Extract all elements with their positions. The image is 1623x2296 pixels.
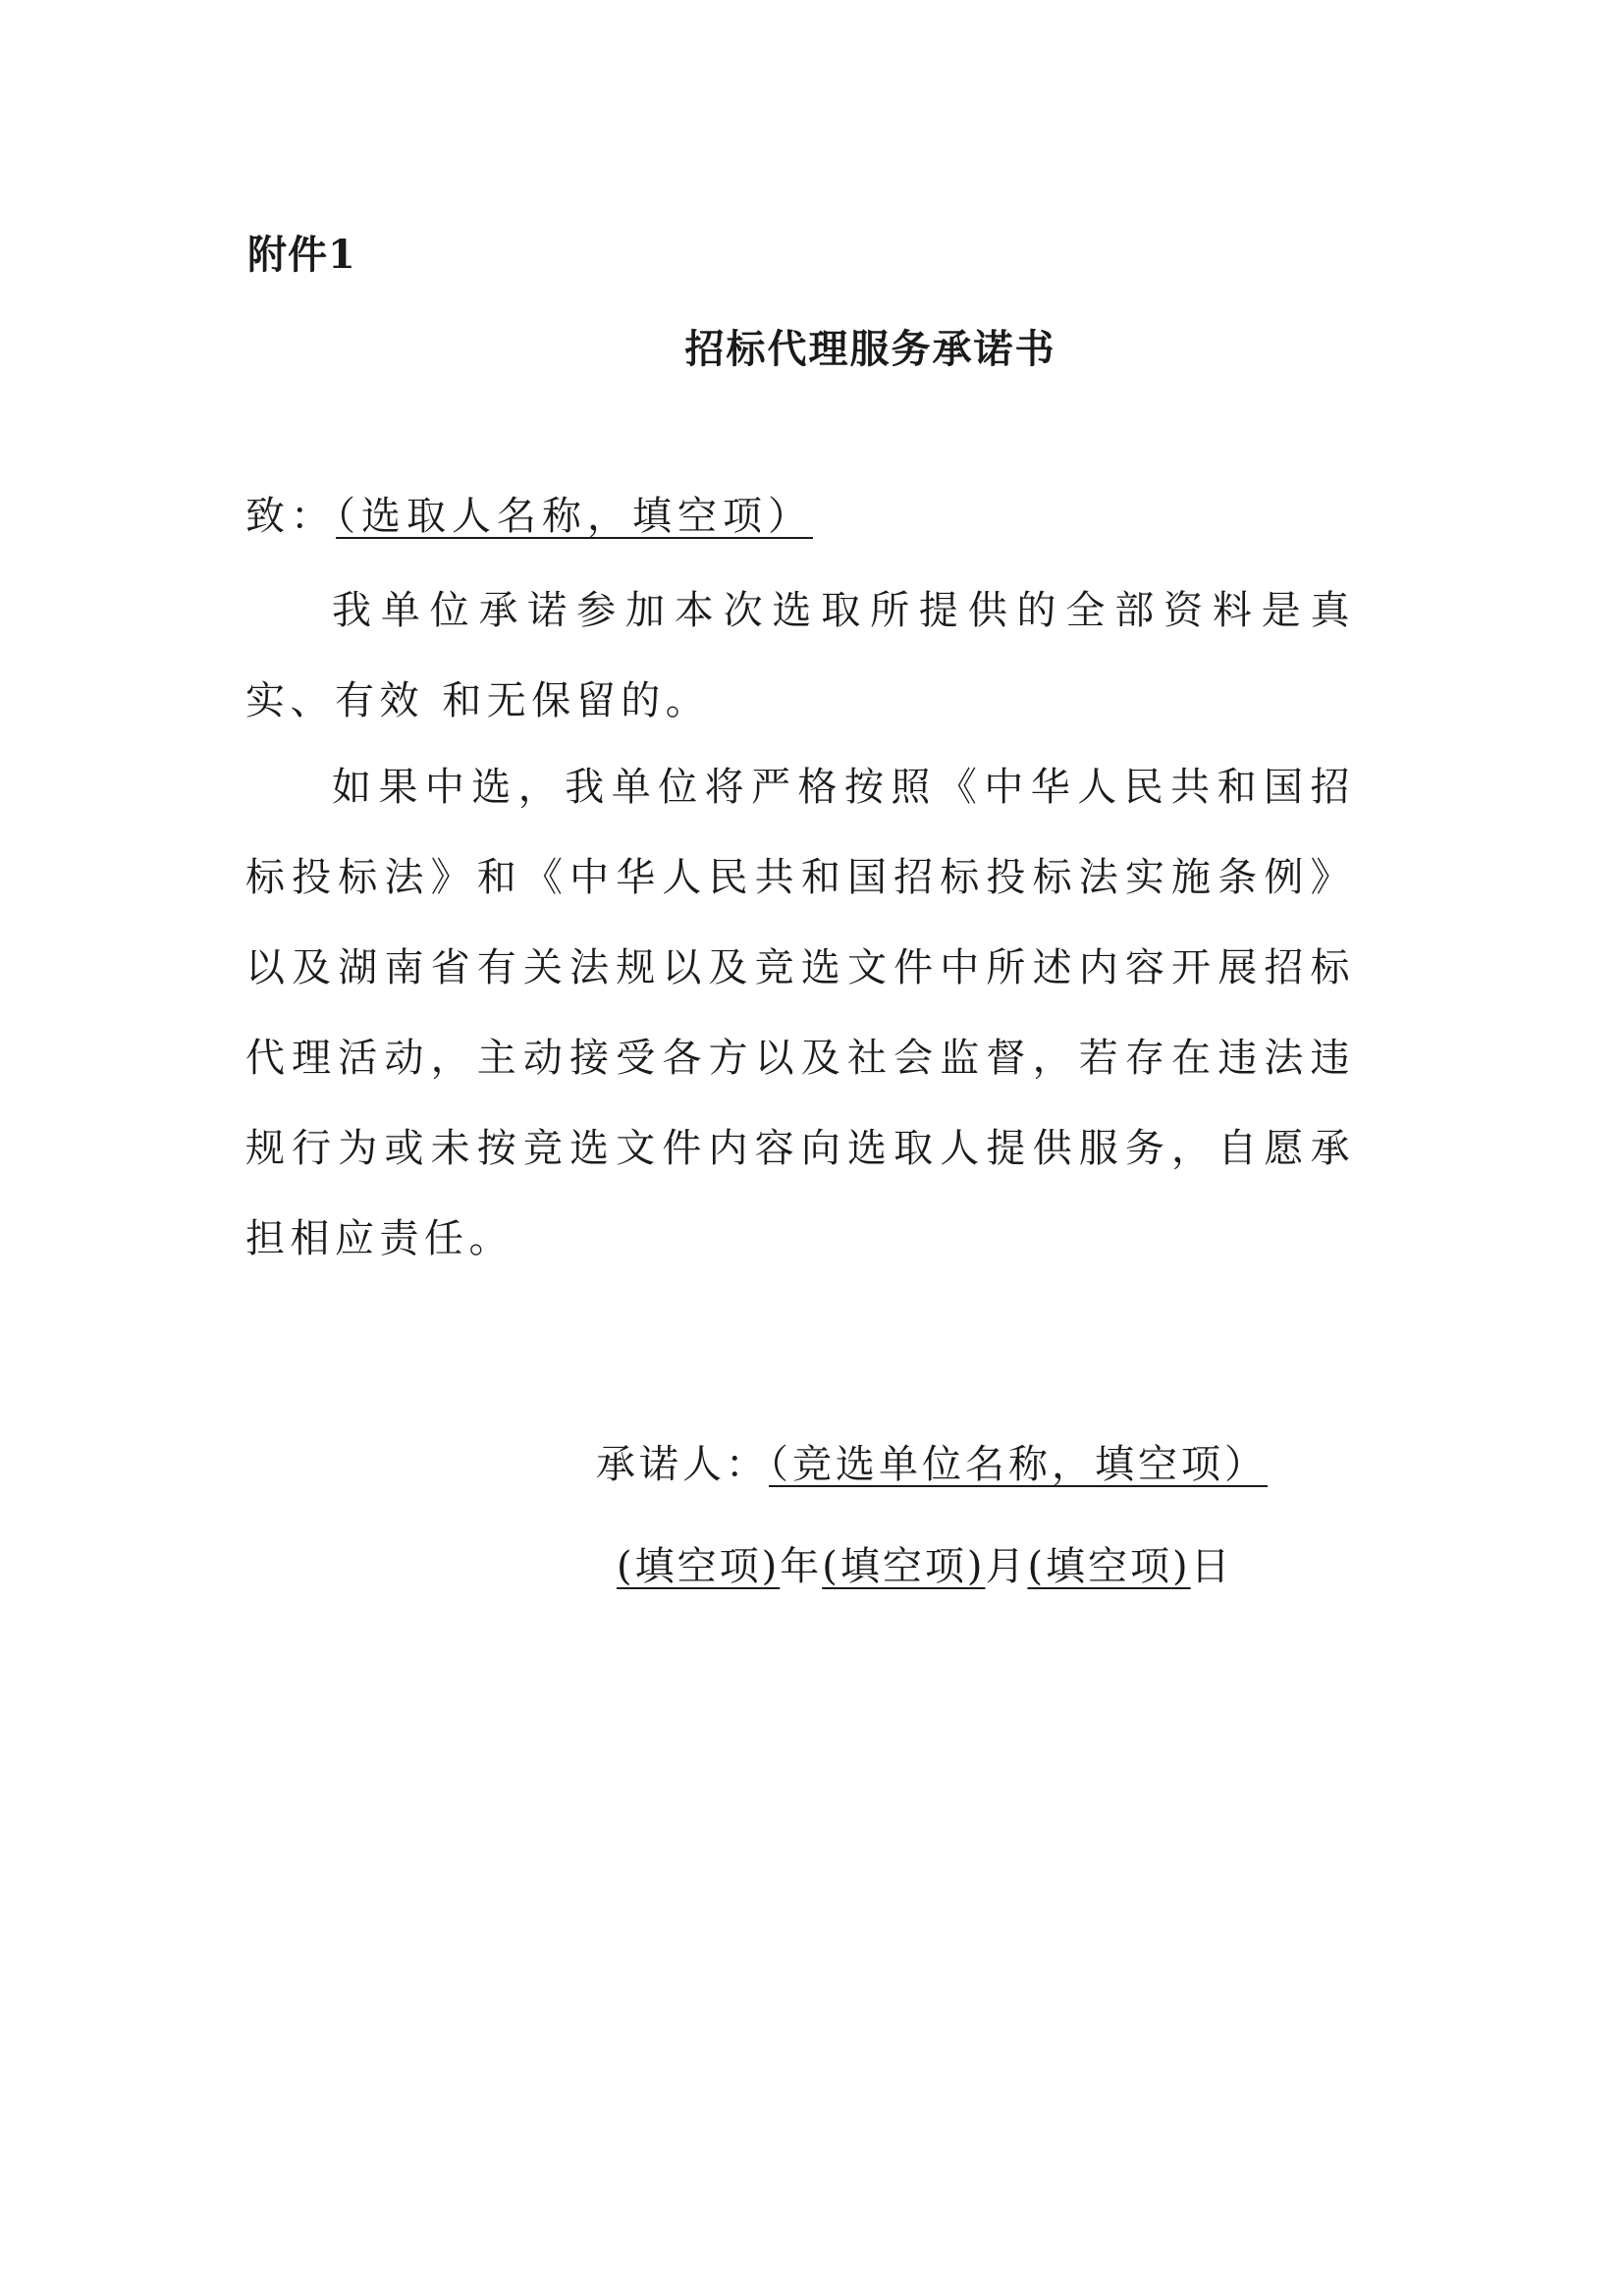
day-unit: 日	[1190, 1544, 1233, 1589]
month-unit: 月	[985, 1544, 1028, 1589]
paragraph-compliance: 如果中选，我单位将严格按照《中华人民共和国招标投标法》和《中华人民共和国招标投标法实施条例》以及湖南省有关法规以及竞选文件中所述内容开展招标代理活动，主动接受各方以及社会监督，若存在违法违规行为或未按竞选文件内容向选取人提供服务，自愿承担相应责任。	[245, 765, 1355, 1261]
month-blank: (填空项)	[822, 1544, 986, 1589]
year-unit: 年	[780, 1544, 823, 1589]
paragraph-authenticity: 我单位承诺参加本次选取所提供的全部资料是真实、有效 和无保留的。	[245, 588, 1355, 723]
addressee-line	[245, 487, 813, 546]
document-title: 招标代理服务承诺书	[684, 326, 1056, 372]
addressee-prefix: 致：	[245, 494, 336, 539]
day-blank: (填空项)	[1027, 1544, 1191, 1589]
signature-line	[596, 1435, 1268, 1494]
signature-blank: （竞选单位名称，填空项）	[769, 1442, 1268, 1487]
addressee-blank: （选取人名称，填空项）	[336, 494, 813, 539]
date-line	[617, 1537, 1233, 1596]
attachment-label: 附件1	[247, 232, 356, 278]
signature-label: 承诺人：	[596, 1442, 769, 1487]
year-blank: (填空项)	[617, 1544, 781, 1589]
